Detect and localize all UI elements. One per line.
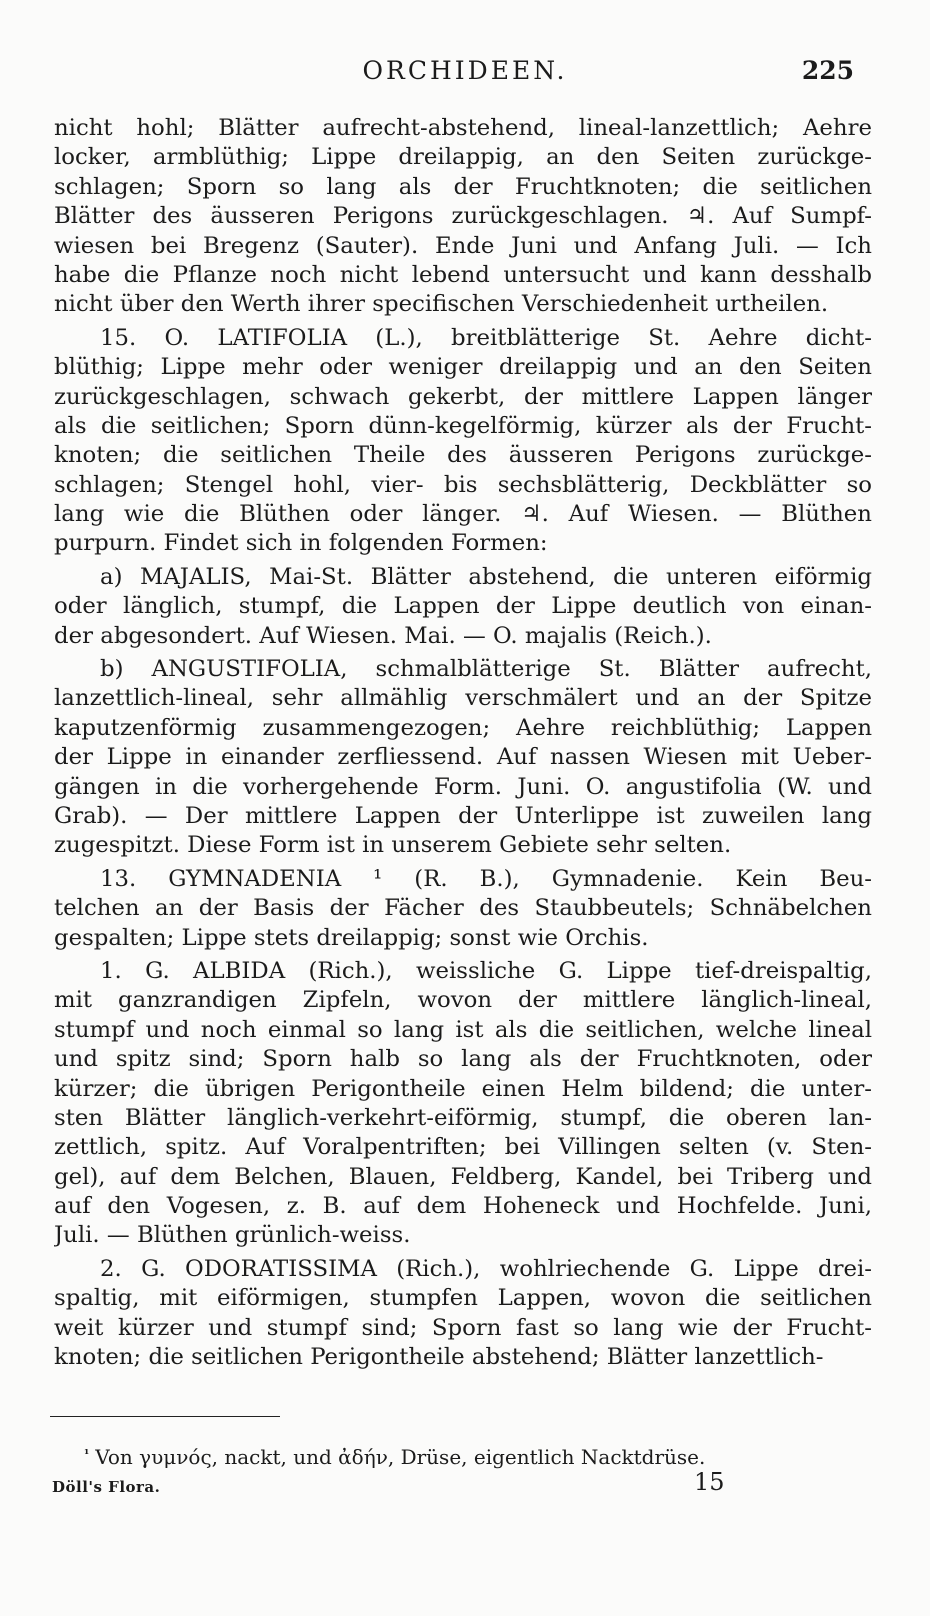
- text-line: oder länglich, stumpf, die Lappen der Lippe deutlich von einan-: [54, 593, 872, 620]
- text-line: sten Blätter länglich-verkehrt-eiförmig, stumpf, die oberen lan-: [54, 1104, 872, 1131]
- page-number: 225: [801, 56, 854, 85]
- text-line: lanzettlich-lineal, sehr allmählig verschmälert und an der Spitze: [54, 685, 872, 712]
- text-line: gel), auf dem Belchen, Blauen, Feldberg, Kandel, bei Triberg und: [54, 1163, 872, 1190]
- text-line: locker, armblüthig; Lippe dreilappig, an den Seiten zurückge-: [54, 144, 872, 171]
- text-line: stumpf und noch einmal so lang ist als die seitlichen, welche lineal: [54, 1016, 872, 1043]
- text-line: wiesen bei Bregenz (Sauter). Ende Juni und Anfang Juli. — Ich: [54, 232, 872, 259]
- text-line: schlagen; Sporn so lang als der Fruchtknoten; die seitlichen: [54, 173, 872, 200]
- species-entry-latifolia: 15. O. LATIFOLIA (L.), breitblätterige St. Aehre dicht-: [100, 324, 872, 351]
- text-line: habe die Pflanze noch nicht lebend untersucht und kann desshalb: [54, 261, 872, 288]
- text-line: gängen in die vorhergehende Form. Juni. O. angustifolia (W. und: [54, 773, 872, 800]
- text-line: purpurn. Findet sich in folgenden Formen:: [54, 530, 548, 557]
- text-line: gespalten; Lippe stets dreilappig; sonst wie Orchis.: [54, 924, 649, 951]
- text-line: Blätter des äusseren Perigons zurückgeschlagen. ♃. Auf Sumpf-: [54, 203, 872, 230]
- page-title: ORCHIDEEN.: [362, 56, 568, 85]
- text-line: nicht über den Werth ihrer specifischen Verschiedenheit urtheilen.: [54, 291, 829, 318]
- text-line: und spitz sind; Sporn halb so lang als der Fruchtknoten, oder: [54, 1046, 872, 1073]
- form-entry-angustifolia: b) ANGUSTIFOLIA, schmalblätterige St. Blätter aufrecht,: [100, 656, 872, 683]
- text-line: der Lippe in einander zerfliessend. Auf nassen Wiesen mit Ueber-: [54, 744, 872, 771]
- text-line: Grab). — Der mittlere Lappen der Unterlippe ist zuweilen lang: [54, 802, 872, 829]
- footnote-text: Von γυμνός, nackt, und ἀδήν, Drüse, eigentlich Nacktdrüse.: [95, 1445, 706, 1469]
- text-line: mit ganzrandigen Zipfeln, wovon der mittlere länglich-lineal,: [54, 987, 872, 1014]
- body-text: [54, 114, 872, 1372]
- text-line: blüthig; Lippe mehr oder weniger dreilappig und an den Seiten: [54, 354, 872, 381]
- genus-entry-gymnadenia: 13. GYMNADENIA ¹ (R. B.), Gymnadenie. Kein Beu-: [100, 865, 872, 892]
- text-line: als die seitlichen; Sporn dünn-kegelförmig, kürzer als der Frucht-: [54, 412, 872, 439]
- text-line: telchen an der Basis der Fächer des Staubbeutels; Schnäbelchen: [54, 895, 872, 922]
- text-line: kaputzenförmig zusammengezogen; Aehre reichblüthig; Lappen: [54, 714, 872, 741]
- text-line: zugespitzt. Diese Form ist in unserem Gebiete sehr selten.: [54, 832, 732, 859]
- text-line: knoten; die seitlichen Theile des äusseren Perigons zurückge-: [54, 442, 872, 469]
- species-entry-odoratissima: 2. G. ODORATISSIMA (Rich.), wohlriechende G. Lippe drei-: [100, 1255, 872, 1282]
- text-line: knoten; die seitlichen Perigontheile abstehend; Blätter lanzettlich-: [54, 1344, 824, 1371]
- text-line: zurückgeschlagen, schwach gekerbt, der mittlere Lappen länger: [54, 383, 872, 410]
- text-line: nicht hohl; Blätter aufrecht-abstehend, lineal-lanzettlich; Aehre: [54, 115, 872, 141]
- text-line: weit kürzer und stumpf sind; Sporn fast so lang wie der Frucht-: [54, 1314, 872, 1341]
- form-entry-majalis: a) MAJALIS, Mai-St. Blätter abstehend, die unteren eiförmig: [100, 563, 872, 590]
- text-line: auf den Vogesen, z. B. auf dem Hoheneck und Hochfelde. Juni,: [54, 1193, 872, 1220]
- text-line: schlagen; Stengel hohl, vier- bis sechsblätterig, Deckblätter so: [54, 471, 872, 498]
- footnote: [84, 1440, 764, 1471]
- printer-signature: Döll's Flora.: [52, 1478, 161, 1496]
- text-line: zettlich, spitz. Auf Voralpentriften; bei Villingen selten (v. Sten-: [54, 1134, 872, 1161]
- text-line: Juli. — Blüthen grünlich-weiss.: [54, 1222, 411, 1249]
- text-line: spaltig, mit eiförmigen, stumpfen Lappen, wovon die seitlichen: [54, 1285, 872, 1312]
- text-line: der abgesondert. Auf Wiesen. Mai. — O. majalis (Reich.).: [54, 622, 712, 649]
- running-head: [0, 56, 930, 90]
- species-entry-albida: 1. G. ALBIDA (Rich.), weissliche G. Lippe tief-dreispaltig,: [100, 957, 872, 984]
- text-line: lang wie die Blüthen oder länger. ♃. Auf Wiesen. — Blüthen: [54, 501, 872, 528]
- signature-number: 15: [694, 1468, 725, 1496]
- footnote-divider: [50, 1416, 280, 1417]
- footnote-marker: ¹: [84, 1447, 90, 1461]
- text-line: kürzer; die übrigen Perigontheile einen Helm bildend; die unter-: [54, 1075, 872, 1102]
